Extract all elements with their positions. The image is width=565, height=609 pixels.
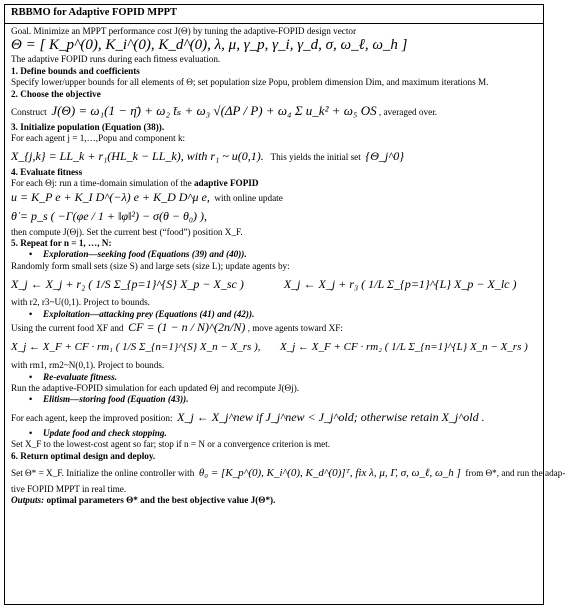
section-2-heading: 2. Choose the objective bbox=[11, 88, 101, 99]
reevaluate-text: Run the adaptive-FOPID simulation for each updated Θj and recompute J(Θj). bbox=[11, 382, 300, 393]
deploy-equation: θ₀ = [K_p^(0), K_i^(0), K_d^(0)]ᵀ, fix λ, μ, Γ, σ, ω_ℓ, ω_h ] bbox=[198, 466, 461, 479]
section-6-heading: 6. Return optimal design and deploy. bbox=[11, 450, 156, 461]
section-3-line bbox=[11, 145, 537, 167]
section-4-text-bold: adaptive FOPID bbox=[193, 178, 259, 189]
objective-equation: J(Θ) = ω₁(1 − η̄) + ω₂ t̄ₛ + ω₃ √(ΔP / P) + ω₄ Σ u_k² + ω₅ OS bbox=[51, 103, 377, 119]
section-6-text-cont: tive FOPID MPPT in real time. bbox=[11, 483, 127, 494]
section-6-text-pre: Set Θ* = X_F. Initialize the online controller with bbox=[11, 467, 195, 478]
goal-text: Goal. Minimize an MPPT performance cost J(Θ) by tuning the adaptive-FOPID design vector bbox=[11, 26, 357, 36]
initial-set: {Θ_j^0} bbox=[365, 148, 405, 163]
exploitation-eq2: X_j ← X_F + CF · rm₂ ( 1/L Σ_{n=1}^{L} X_n − X_rs ) bbox=[280, 341, 528, 354]
section-4-text-post: then compute J(Θj). Set the current best (“food”) position X_F. bbox=[11, 226, 243, 237]
elitism-equation: X_j ← X_j^new if J_j^new < J_j^old; otherwise retain X_j^old . bbox=[177, 409, 485, 424]
update-bullet: • Update food and check stopping. bbox=[11, 428, 537, 439]
reevaluate-bullet: • Re-evaluate fitness. bbox=[11, 372, 537, 383]
exploitation-text-post: , move agents toward XF: bbox=[247, 323, 343, 334]
section-4-eq1-line bbox=[11, 190, 537, 205]
elitism-bullet: • Elitism—storing food (Equation (43)). bbox=[11, 394, 537, 405]
section-2-tail: , averaged over. bbox=[378, 107, 438, 118]
section-3-heading: 3. Initialize population (Equation (38)). bbox=[11, 122, 165, 133]
exploitation-text-pre: Using the current food XF and bbox=[11, 323, 124, 334]
exploration-text: Randomly form small sets (size S) and large sets (size L); update agents by: bbox=[11, 260, 290, 271]
section-3-tail: This yields the initial set bbox=[270, 151, 361, 162]
outputs-label: Outputs: bbox=[11, 495, 45, 506]
exploration-equations bbox=[11, 272, 537, 297]
exploration-bullet: • Exploration—seeking food (Equations (39) and (40)). bbox=[11, 249, 537, 260]
exploitation-text bbox=[11, 320, 537, 335]
section-6-line bbox=[11, 462, 565, 484]
section-2-lead: Construct bbox=[11, 107, 47, 118]
elitism-line bbox=[11, 406, 537, 428]
exploitation-equations bbox=[11, 335, 537, 360]
exploration-eq2: X_j ← X_j + r₃ ( 1/L Σ_{p=1}^{L} X_p − X_lc ) bbox=[283, 277, 517, 292]
section-4-eq1-tail: with online update bbox=[214, 192, 283, 203]
section-4-text-pre: For each Θj: run a time-domain simulation of the bbox=[11, 178, 192, 189]
section-2-line bbox=[11, 100, 537, 122]
algorithm-title: RBBMO for Adaptive FOPID MPPT bbox=[5, 5, 543, 24]
section-4-heading: 4. Evaluate fitness bbox=[11, 166, 83, 177]
outputs-line bbox=[11, 495, 537, 506]
elitism-text: For each agent, keep the improved position: bbox=[11, 412, 173, 423]
update-law-equation: θ̇ = p_s ( −Γ(φe / 1 + ‖φ‖²) − σ(θ − θ₀) ), bbox=[11, 208, 208, 223]
init-equation: X_{j,k} = LL_k + r₁(HL_k − LL_k), with r₁ ~ u(0,1). bbox=[11, 148, 264, 163]
update-text: Set X_F to the lowest-cost agent so far; stop if n = N or a convergence criterion is met. bbox=[11, 439, 331, 450]
section-6-text-post: from Θ*, and run the adap- bbox=[465, 467, 565, 478]
section-4-text bbox=[11, 178, 537, 189]
theta-vector-equation: Θ = [ K_p^(0), K_i^(0), K_d^(0), λ, μ, γ_p, γ_i, γ_d, σ, ω_ℓ, ω_h ] bbox=[11, 37, 408, 54]
section-1-heading: 1. Define bounds and coefficients bbox=[11, 65, 140, 76]
outputs-text: optimal parameters Θ* and the best objective value J(Θ*). bbox=[46, 495, 276, 506]
section-3-text: For each agent j = 1,…,Popu and component k: bbox=[11, 133, 186, 144]
adaptive-note: The adaptive FOPID runs during each fitness evaluation. bbox=[11, 54, 221, 65]
exploration-eq1: X_j ← X_j + r₂ ( 1/S Σ_{p=1}^{S} X_p − X_sc ) bbox=[11, 277, 244, 292]
exploitation-bullet: • Exploitation—attacking prey (Equations (41) and (42)). bbox=[11, 309, 537, 320]
algorithm-body bbox=[5, 24, 565, 507]
exploitation-eq1: X_j ← X_F + CF · rm₁ ( 1/S Σ_{n=1}^{S} X_n − X_rs ), bbox=[11, 341, 261, 354]
section-5-heading: 5. Repeat for n = 1, …, N: bbox=[11, 238, 112, 249]
cf-equation: CF = (1 − n / N)^(2n/N) bbox=[128, 320, 246, 335]
control-law-equation: u = K_P e + K_I D^(−λ) e + K_D D^μ e, bbox=[11, 189, 210, 204]
exploitation-after: with rm1, rm2~N(0,1). Project to bounds. bbox=[11, 360, 165, 371]
section-1-text: Specify lower/upper bounds for all elements of Θ; set population size Popu, problem dimension Dim, and maximum iterations M. bbox=[11, 77, 489, 88]
algorithm-box bbox=[4, 4, 565, 605]
exploration-after: with r2, r3~U(0,1). Project to bounds. bbox=[11, 297, 150, 308]
